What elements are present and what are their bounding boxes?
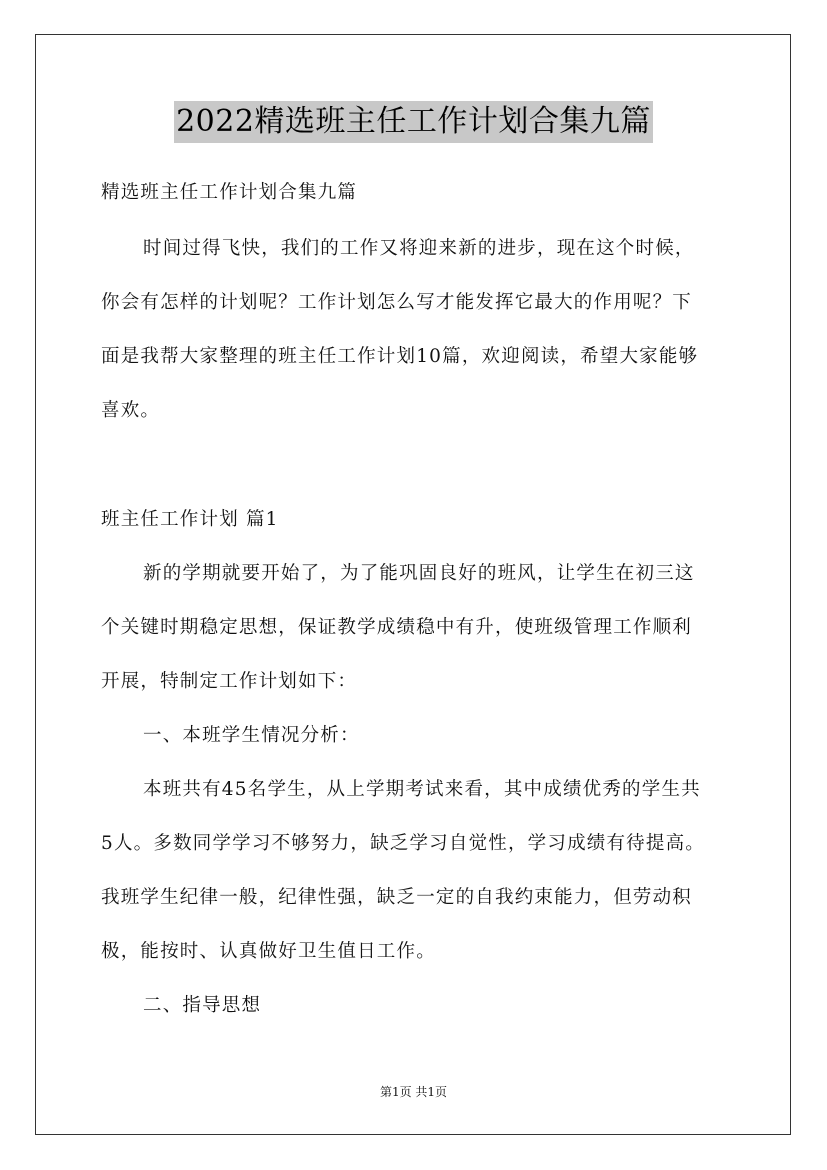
document-title: 2022精选班主任工作计划合集九篇: [174, 101, 653, 143]
subsection-heading: 二、指导思想: [143, 995, 262, 1016]
title-container: [0, 101, 827, 143]
paragraph-line: 极，能按时、认真做好卫生值日工作。: [101, 941, 436, 962]
paragraph-line: 你会有怎样的计划呢？工作计划怎么写才能发挥它最大的作用呢？下: [101, 292, 693, 313]
paragraph-line: 我班学生纪律一般，纪律性强，缺乏一定的自我约束能力，但劳动积: [101, 887, 693, 908]
paragraph-line: 本班共有45名学生，从上学期考试来看，其中成绩优秀的学生共: [143, 779, 701, 800]
page-footer: 第1页 共1页: [379, 1085, 448, 1099]
paragraph-line: 面是我帮大家整理的班主任工作计划10篇，欢迎阅读，希望大家能够: [101, 346, 699, 367]
paragraph-line: 喜欢。: [101, 400, 161, 421]
paragraph-line: 新的学期就要开始了，为了能巩固良好的班风，让学生在初三这: [143, 563, 695, 584]
paragraph-line: 5人。多数同学学习不够努力，缺乏学习自觉性，学习成绩有待提高。: [101, 833, 705, 854]
subsection-heading: 一、本班学生情况分析：: [143, 725, 360, 746]
paragraph-line: 开展，特制定工作计划如下：: [101, 671, 358, 692]
paragraph-line: 个关键时期稳定思想，保证教学成绩稳中有升，使班级管理工作顺利: [101, 617, 693, 638]
paragraph-line: 时间过得飞快，我们的工作又将迎来新的进步，现在这个时候，: [143, 238, 695, 259]
section-heading: 班主任工作计划 篇1: [101, 509, 279, 530]
subtitle-line: 精选班主任工作计划合集九篇: [101, 182, 358, 203]
